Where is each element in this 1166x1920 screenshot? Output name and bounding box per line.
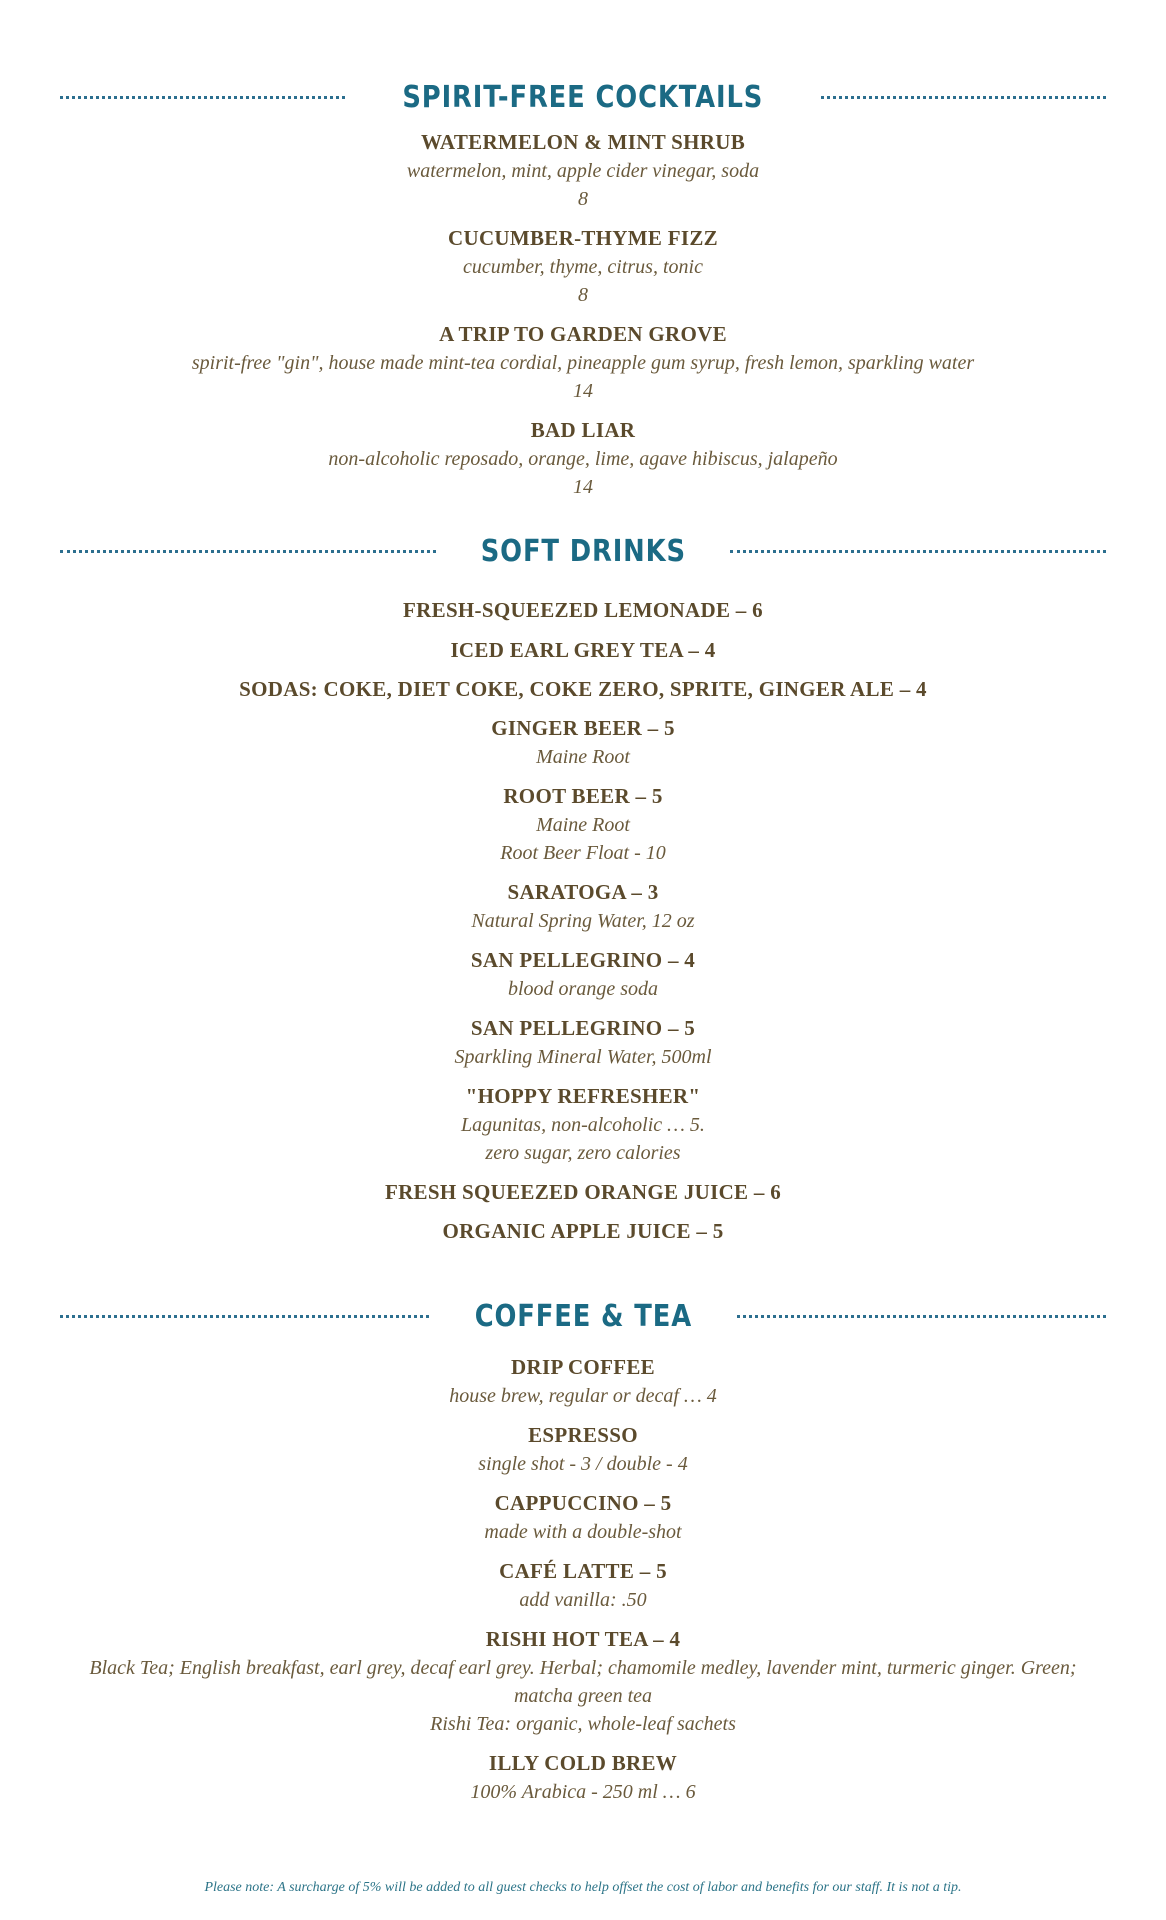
menu-item xyxy=(0,675,1166,704)
menu-item xyxy=(0,128,1166,213)
item-description: Lagunitas, non-alcoholic … 5. xyxy=(461,1114,705,1136)
item-description: cucumber, thyme, citrus, tonic xyxy=(463,256,703,278)
menu-item xyxy=(0,636,1166,665)
item-name: SARATOGA – 3 xyxy=(507,880,659,904)
item-name: RISHI HOT TEA – 4 xyxy=(485,1627,681,1651)
menu-item xyxy=(0,1489,1166,1546)
item-name: SAN PELLEGRINO – 5 xyxy=(470,1016,696,1040)
menu-item xyxy=(0,946,1166,1003)
menu-item xyxy=(0,714,1166,771)
item-name: CAPPUCCINO – 5 xyxy=(494,1491,672,1515)
item-name: FRESH SQUEEZED ORANGE JUICE – 6 xyxy=(384,1180,782,1204)
menu-item xyxy=(0,1421,1166,1478)
item-description-extra: Root Beer Float - 10 xyxy=(500,842,666,864)
section-header-soft-drinks xyxy=(60,531,1106,571)
divider-dots-left xyxy=(60,550,436,553)
menu-item xyxy=(0,1082,1166,1167)
item-name: FRESH-SQUEEZED LEMONADE – 6 xyxy=(403,598,763,622)
item-name: ORGANIC APPLE JUICE – 5 xyxy=(442,1219,724,1243)
menu-item xyxy=(0,1353,1166,1410)
item-name: WATERMELON & MINT SHRUB xyxy=(420,130,746,154)
menu-item xyxy=(0,1217,1166,1246)
item-price: 8 xyxy=(578,284,588,306)
surcharge-footnote: Please note: A surcharge of 5% will be added to all guest checks to help offset the cost of labor and benefits for our staff. It is not a tip. xyxy=(204,1880,962,1895)
menu-item xyxy=(0,1749,1166,1806)
item-description: Maine Root xyxy=(536,814,630,836)
divider-dots-right xyxy=(730,550,1106,553)
menu-item xyxy=(0,224,1166,309)
section-title: COFFEE & TEA xyxy=(474,1298,692,1334)
item-description: Black Tea; English breakfast, earl grey, decaf earl grey. Herbal; chamomile medley, lavender mint, turmeric ginger. Green; matcha green tea xyxy=(89,1657,1077,1707)
item-name: SAN PELLEGRINO – 4 xyxy=(470,948,696,972)
menu-item xyxy=(0,1557,1166,1614)
item-description-extra: Rishi Tea: organic, whole-leaf sachets xyxy=(430,1713,736,1735)
menu-item xyxy=(0,1178,1166,1207)
item-description: spirit-free "gin", house made mint-tea cordial, pineapple gum syrup, fresh lemon, sparkling water xyxy=(191,352,975,374)
item-description: non-alcoholic reposado, orange, lime, agave hibiscus, jalapeño xyxy=(328,448,838,470)
item-description: house brew, regular or decaf … 4 xyxy=(449,1385,717,1407)
item-price: 14 xyxy=(573,380,593,402)
menu-item xyxy=(0,416,1166,501)
divider-dots-left xyxy=(60,96,345,99)
item-name: CAFÉ LATTE – 5 xyxy=(499,1559,667,1583)
item-name: ICED EARL GREY TEA – 4 xyxy=(450,638,716,662)
item-description: made with a double-shot xyxy=(484,1521,682,1543)
item-description: add vanilla: .50 xyxy=(519,1589,647,1611)
item-description: single shot - 3 / double - 4 xyxy=(478,1453,688,1475)
divider-dots-right xyxy=(737,1315,1106,1318)
item-name: BAD LIAR xyxy=(530,418,636,442)
item-description-extra: zero sugar, zero calories xyxy=(485,1142,681,1164)
item-name: ROOT BEER – 5 xyxy=(503,784,663,808)
item-description: Natural Spring Water, 12 oz xyxy=(471,910,695,932)
item-name: "HOPPY REFRESHER" xyxy=(465,1084,701,1108)
menu-item xyxy=(0,782,1166,867)
divider-dots-right xyxy=(821,96,1106,99)
item-name: ESPRESSO xyxy=(528,1423,638,1447)
item-name: A TRIP TO GARDEN GROVE xyxy=(439,322,727,346)
item-description: Sparkling Mineral Water, 500ml xyxy=(454,1046,712,1068)
item-name: DRIP COFFEE xyxy=(511,1355,655,1379)
menu-item xyxy=(0,1014,1166,1071)
item-name: ILLY COLD BREW xyxy=(488,1751,678,1775)
item-name: CUCUMBER-THYME FIZZ xyxy=(448,226,718,250)
section-title: SPIRIT-FREE COCKTAILS xyxy=(402,79,764,115)
item-price: 8 xyxy=(578,188,588,210)
menu-item xyxy=(0,596,1166,625)
section-title: SOFT DRINKS xyxy=(480,533,686,569)
divider-dots-left xyxy=(60,1315,429,1318)
item-description: 100% Arabica - 250 ml … 6 xyxy=(470,1781,696,1803)
item-description: blood orange soda xyxy=(508,978,658,1000)
menu-item xyxy=(0,1625,1166,1738)
menu-item xyxy=(0,320,1166,405)
section-header-coffee-tea xyxy=(60,1296,1106,1336)
item-name: SODAS: COKE, DIET COKE, COKE ZERO, SPRITE, GINGER ALE – 4 xyxy=(239,677,927,701)
item-name: GINGER BEER – 5 xyxy=(491,716,675,740)
section-header-spirit-free xyxy=(60,77,1106,117)
item-description: watermelon, mint, apple cider vinegar, soda xyxy=(406,160,760,182)
menu-item xyxy=(0,878,1166,935)
item-description: Maine Root xyxy=(536,746,630,768)
item-price: 14 xyxy=(573,476,593,498)
